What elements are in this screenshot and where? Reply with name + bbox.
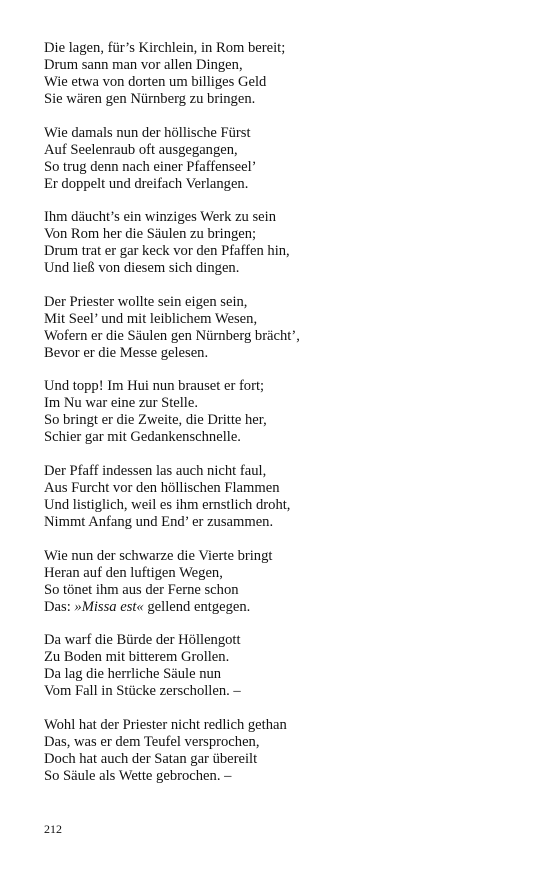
- poem-line: Schier gar mit Gedankenschnelle.: [44, 429, 241, 446]
- stanza: [44, 378, 514, 446]
- stanza: [44, 717, 514, 785]
- stanza: [44, 294, 514, 362]
- poem-line: Vom Fall in Stücke zerschollen. –: [44, 683, 241, 700]
- poem-line: Wie damals nun der höllische Fürst: [44, 124, 251, 141]
- poem-line: Und topp! Im Hui nun brauset er fort;: [44, 378, 265, 395]
- poem-line: Das: »Missa est« gellend entgegen.: [44, 598, 251, 615]
- poem-line: Bevor er die Messe gelesen.: [44, 344, 209, 361]
- poem-line: So trug denn nach einer Pfaffenseel’: [44, 158, 257, 175]
- poem-line: Auf Seelenraub oft ausgegangen,: [44, 141, 238, 158]
- poem-line: Der Priester wollte sein eigen sein,: [44, 293, 248, 310]
- poem-line: Drum sann man vor allen Dingen,: [44, 57, 243, 73]
- poem-line: Drum trat er gar keck vor den Pfaffen hin,: [44, 243, 290, 260]
- poem-line: So Säule als Wette gebrochen. –: [44, 767, 232, 784]
- stanza: [44, 548, 514, 616]
- poem-line: Ihm däucht’s ein winziges Werk zu sein: [44, 209, 276, 226]
- poem-line: So bringt er die Zweite, die Dritte her,: [44, 412, 267, 429]
- stanza: [44, 40, 514, 108]
- poem-line: Das, was er dem Teufel versprochen,: [44, 733, 260, 750]
- poem-line: Heran auf den luftigen Wegen,: [44, 564, 223, 581]
- stanza: [44, 632, 514, 700]
- poem-line: Zu Boden mit bitterem Grollen.: [44, 649, 230, 666]
- poem-line: Doch hat auch der Satan gar übereilt: [44, 750, 258, 767]
- poem-line: Wohl hat der Priester nicht redlich gethan: [44, 716, 287, 733]
- italic-phrase: »Missa est«: [74, 598, 144, 615]
- poem-line: Aus Furcht vor den höllischen Flammen: [44, 479, 280, 496]
- poem-line: Mit Seel’ und mit leiblichem Wesen,: [44, 310, 258, 327]
- poem-line: Wofern er die Säulen gen Nürnberg brächt’,: [44, 327, 300, 344]
- poem-line: Sie wären gen Nürnberg zu bringen.: [44, 91, 256, 107]
- poem-line: Nimmt Anfang und End’ er zusammen.: [44, 513, 274, 530]
- poem-line: Und ließ von diesem sich dingen.: [44, 260, 240, 277]
- poem-line: Da lag die herrliche Säule nun: [44, 666, 222, 683]
- stanza: [44, 209, 514, 277]
- poem-line: Er doppelt und dreifach Verlangen.: [44, 175, 249, 192]
- poem-line: Die lagen, für’s Kirchlein, in Rom bereit;: [44, 40, 286, 56]
- page-number: 212: [44, 822, 62, 836]
- poem-line: Wie nun der schwarze die Vierte bringt: [44, 547, 273, 564]
- stanza: [44, 125, 514, 193]
- poem-line: Wie etwa von dorten um billiges Geld: [44, 74, 267, 90]
- poem-line: Der Pfaff indessen las auch nicht faul,: [44, 462, 267, 479]
- poem-line: Im Nu war eine zur Stelle.: [44, 395, 198, 412]
- poem-line: Da warf die Bürde der Höllengott: [44, 632, 241, 649]
- poem-line: So tönet ihm aus der Ferne schon: [44, 581, 239, 598]
- poem-line: Und listiglich, weil es ihm ernstlich droht,: [44, 496, 291, 513]
- stanza: [44, 463, 514, 531]
- poem: [44, 40, 514, 801]
- poem-line: Von Rom her die Säulen zu bringen;: [44, 226, 257, 243]
